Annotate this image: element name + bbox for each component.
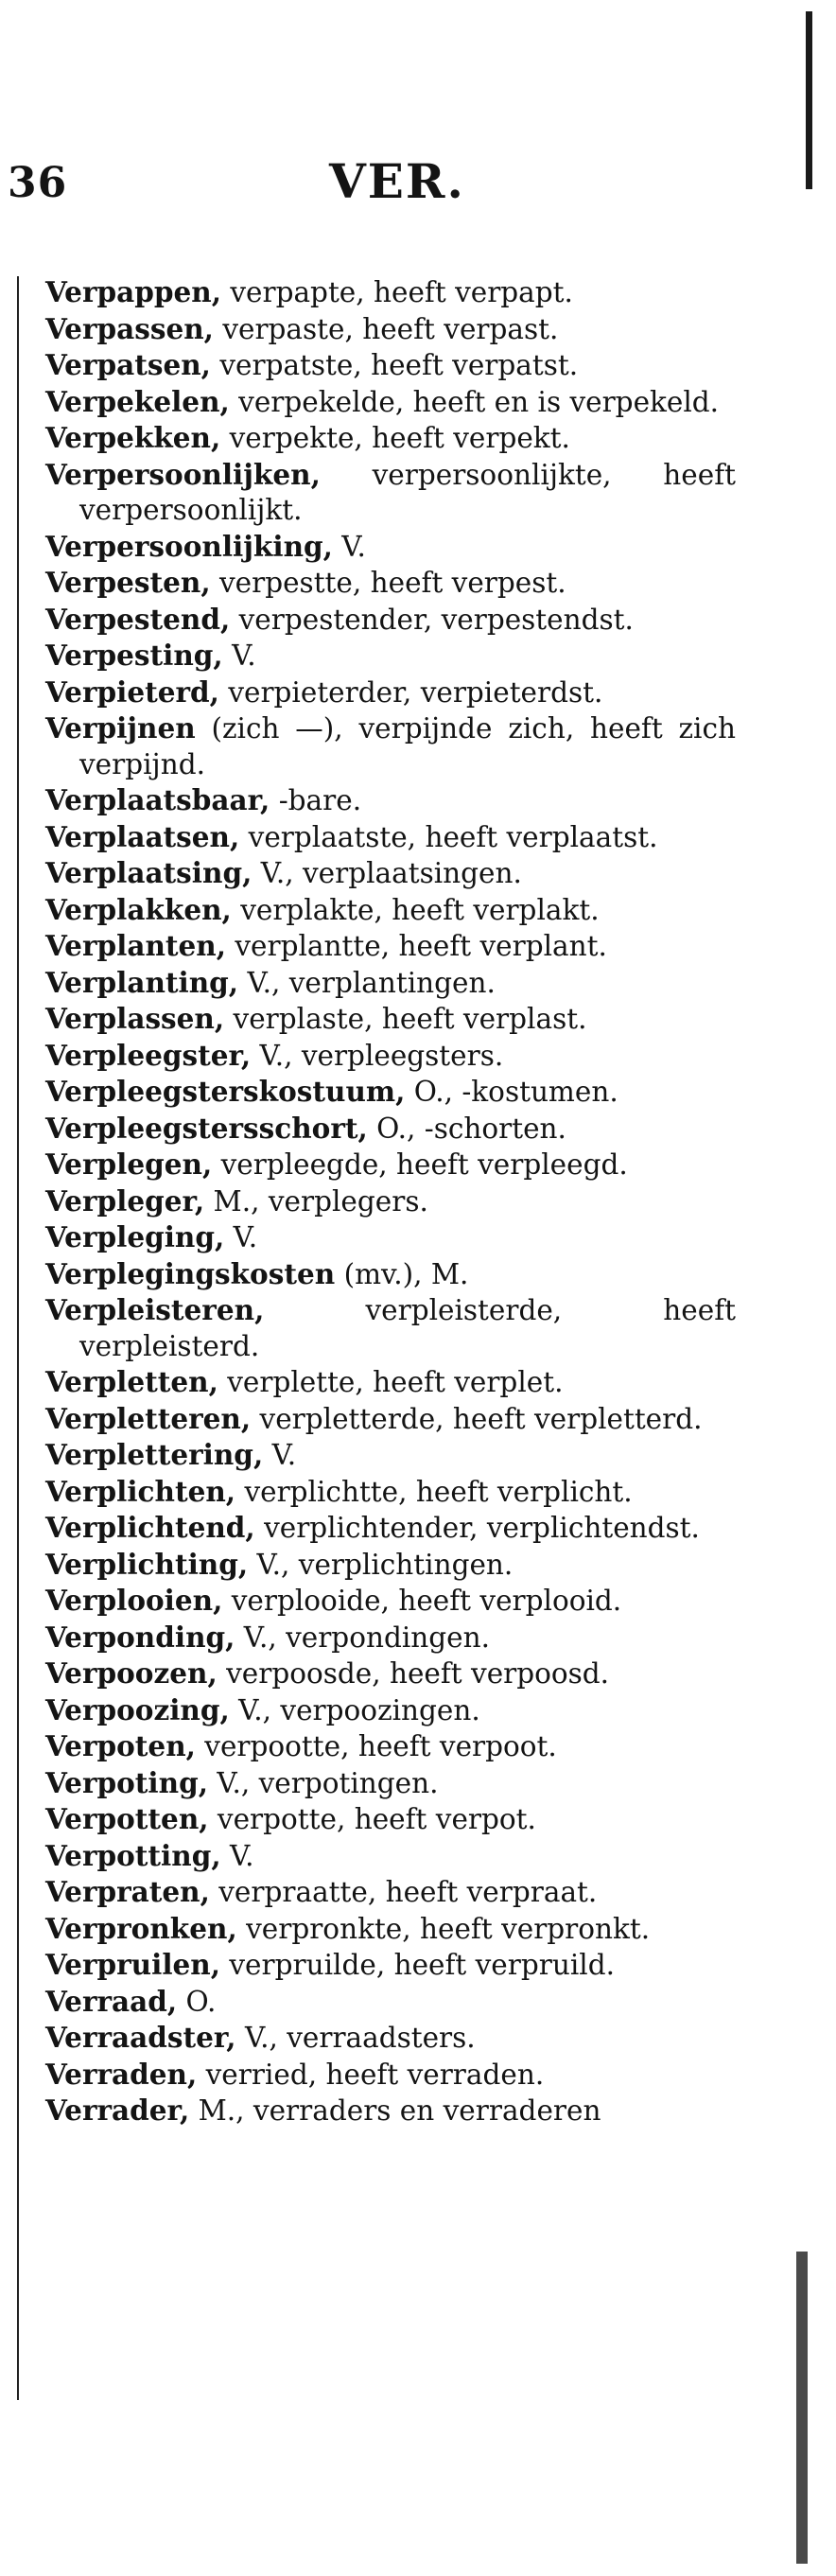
dictionary-entry bbox=[45, 710, 736, 782]
headword: Verpotting, bbox=[45, 1838, 221, 1872]
headword: Verpesten, bbox=[45, 566, 211, 599]
headword: Verraadster, bbox=[45, 2021, 236, 2054]
headword: Verpleisteren, bbox=[45, 1293, 265, 1326]
headword: Verpekken, bbox=[45, 421, 221, 454]
headword: Verpleegstersschort, bbox=[45, 1111, 368, 1145]
entry-definition: verplaste, heeft verplast. bbox=[224, 1003, 587, 1035]
headword: Verpieterd, bbox=[45, 675, 219, 709]
headword: Verpotten, bbox=[45, 1802, 209, 1835]
headword: Verplichting, bbox=[45, 1547, 249, 1581]
entry-definition: verpotte, heeft verpot. bbox=[208, 1803, 536, 1835]
entry-definition: verpleegde, heeft verpleegd. bbox=[212, 1148, 628, 1181]
headword: Verpletten, bbox=[45, 1365, 218, 1398]
headword: Verplakken, bbox=[45, 892, 232, 926]
entry-definition: V. bbox=[332, 530, 366, 563]
dictionary-entry bbox=[45, 1765, 736, 1802]
entry-definition: M., verraders en verraderen bbox=[189, 2094, 601, 2127]
entry-definition: verpootte, heeft verpoot. bbox=[195, 1730, 557, 1762]
headword: Verplaatsing, bbox=[45, 856, 253, 889]
dictionary-entry bbox=[45, 311, 736, 348]
dictionary-entry bbox=[45, 420, 736, 457]
entry-definition: verplooide, heeft verplooid. bbox=[222, 1585, 622, 1617]
dictionary-entry bbox=[45, 529, 736, 566]
dictionary-entry bbox=[45, 565, 736, 602]
dictionary-entry bbox=[45, 1874, 736, 1911]
dictionary-entries bbox=[45, 274, 736, 2129]
headword: Verponding, bbox=[45, 1620, 235, 1654]
headword: Verplichten, bbox=[45, 1474, 236, 1508]
headword: Verpraten, bbox=[45, 1875, 210, 1908]
headword: Verpassen, bbox=[45, 311, 214, 345]
entry-definition: O. bbox=[177, 1985, 217, 2018]
dictionary-entry bbox=[45, 1510, 736, 1547]
dictionary-entry bbox=[45, 1001, 736, 1038]
entry-definition: verpoosde, heeft verpoosd. bbox=[217, 1657, 610, 1690]
headword: Verpoten, bbox=[45, 1729, 196, 1762]
entry-definition: verpestte, heeft verpest. bbox=[210, 567, 566, 599]
dictionary-entry bbox=[45, 1437, 736, 1474]
entry-definition: O., -kostumen. bbox=[405, 1076, 618, 1108]
entry-definition: (mv.), M. bbox=[335, 1257, 469, 1290]
entry-definition: V., verplaatsingen. bbox=[252, 857, 522, 889]
dictionary-entry bbox=[45, 2093, 736, 2129]
entry-definition: verpraatte, heeft verpraat. bbox=[209, 1876, 598, 1908]
dictionary-entry bbox=[45, 1728, 736, 1765]
headword: Verpleger, bbox=[45, 1183, 205, 1218]
entry-definition: V. bbox=[222, 640, 256, 672]
headword: Verplaatsbaar, bbox=[45, 783, 270, 816]
dictionary-entry bbox=[45, 1111, 736, 1148]
headword: Verrader, bbox=[45, 2094, 190, 2127]
entry-definition: verpletterde, heeft verpletterd. bbox=[251, 1402, 703, 1435]
headword: Verpesting, bbox=[45, 639, 223, 672]
dictionary-entry bbox=[45, 1838, 736, 1875]
headword: Verpoozing, bbox=[45, 1692, 230, 1726]
dictionary-entry bbox=[45, 819, 736, 856]
entry-definition: V. bbox=[220, 1839, 254, 1872]
headword: Verplettering, bbox=[45, 1438, 264, 1471]
headword: Verplichtend, bbox=[45, 1511, 255, 1544]
headword: Verpekelen, bbox=[45, 384, 230, 418]
dictionary-entry bbox=[45, 1219, 736, 1256]
headword: Verpletteren, bbox=[45, 1401, 252, 1435]
headword: Verplegingskosten bbox=[45, 1256, 336, 1290]
dictionary-entry bbox=[45, 602, 736, 639]
entry-definition: (zich —), verpijnde zich, heeft zich verpijnd. bbox=[79, 712, 736, 780]
headword: Verpoting, bbox=[45, 1765, 208, 1799]
page-edge-shadow bbox=[796, 2252, 808, 2564]
dictionary-entry bbox=[45, 1364, 736, 1401]
entry-definition: V., verplichtingen. bbox=[248, 1548, 514, 1581]
headword: Verpleegsterskostuum, bbox=[45, 1075, 406, 1108]
headword: Verpersoonlijking, bbox=[45, 529, 333, 563]
dictionary-entry bbox=[45, 384, 736, 421]
entry-definition: verpaste, heeft verpast. bbox=[213, 312, 559, 345]
dictionary-entry bbox=[45, 782, 736, 819]
entry-definition: V., verpotingen. bbox=[207, 1766, 439, 1799]
entry-definition: M., verplegers. bbox=[204, 1184, 428, 1218]
entry-definition: verpieterder, verpieterdst. bbox=[218, 675, 603, 709]
entry-definition: verpronkte, heeft verpronkt. bbox=[236, 1912, 651, 1945]
dictionary-entry bbox=[45, 1292, 736, 1364]
headword: Verplanting, bbox=[45, 965, 239, 999]
dictionary-entry bbox=[45, 675, 736, 711]
dictionary-entry bbox=[45, 1401, 736, 1438]
headword: Verpersoonlijken, bbox=[45, 457, 321, 491]
dictionary-entry bbox=[45, 347, 736, 384]
entry-definition: O., -schorten. bbox=[367, 1112, 566, 1145]
dictionary-entry bbox=[45, 2020, 736, 2057]
entry-definition: V. bbox=[224, 1221, 258, 1253]
headword: Verplassen, bbox=[45, 1002, 225, 1035]
dictionary-entry bbox=[45, 1801, 736, 1838]
dictionary-entry bbox=[45, 638, 736, 675]
entry-definition: verplichtte, heeft verplicht. bbox=[235, 1475, 633, 1508]
dictionary-entry bbox=[45, 1947, 736, 1984]
entry-definition: verried, heeft verraden. bbox=[197, 2058, 545, 2091]
dictionary-entry bbox=[45, 1038, 736, 1075]
dictionary-entry bbox=[45, 1074, 736, 1111]
dictionary-entry bbox=[45, 1147, 736, 1183]
entry-definition: V., verpondingen. bbox=[235, 1621, 490, 1654]
column-rule bbox=[17, 276, 19, 2400]
dictionary-entry bbox=[45, 1474, 736, 1511]
dictionary-entry bbox=[45, 1620, 736, 1656]
headword: Verplaatsen, bbox=[45, 819, 240, 853]
entry-definition: verpersoonlijkte, heeft verpersoonlijkt. bbox=[79, 458, 736, 526]
entry-definition: verpruilde, heeft verpruild. bbox=[220, 1949, 615, 1981]
dictionary-entry bbox=[45, 1656, 736, 1692]
dictionary-entry bbox=[45, 1583, 736, 1620]
headword: Verpoozen, bbox=[45, 1656, 218, 1690]
entry-definition: verplichtender, verplichtendst. bbox=[254, 1512, 700, 1544]
entry-definition: verplette, heeft verplet. bbox=[218, 1366, 564, 1398]
dictionary-entry bbox=[45, 965, 736, 1002]
dictionary-entry bbox=[45, 892, 736, 929]
headword: Verpruilen, bbox=[45, 1948, 221, 1981]
headword: Verplooien, bbox=[45, 1584, 223, 1617]
entry-definition: V., verpleegsters. bbox=[251, 1039, 504, 1072]
entry-definition: V. bbox=[263, 1439, 297, 1471]
dictionary-entry bbox=[45, 1256, 736, 1293]
entry-definition: V., verpoozingen. bbox=[229, 1693, 480, 1726]
headword: Verpestend, bbox=[45, 602, 231, 636]
headword: Verplegen, bbox=[45, 1148, 213, 1181]
dictionary-entry bbox=[45, 928, 736, 965]
headword: Verraad, bbox=[45, 1984, 178, 2018]
entry-definition: verplaatste, heeft verplaatst. bbox=[239, 820, 658, 853]
running-head: VER. bbox=[329, 153, 465, 209]
entry-definition: verplakte, heeft verplakt. bbox=[231, 893, 600, 926]
entry-definition: verpapte, heeft verpapt. bbox=[220, 276, 573, 308]
page-number: 36 bbox=[8, 159, 68, 207]
entry-definition: verpestender, verpestendst. bbox=[230, 603, 634, 636]
dictionary-entry bbox=[45, 274, 736, 311]
dictionary-entry bbox=[45, 1984, 736, 2021]
entry-definition: verpleisterde, heeft verpleisterd. bbox=[79, 1294, 736, 1362]
entry-definition: -bare. bbox=[270, 784, 362, 816]
headword: Verpatsen, bbox=[45, 348, 211, 381]
headword: Verplanten, bbox=[45, 929, 227, 962]
headword: Verpleging, bbox=[45, 1220, 225, 1253]
dictionary-entry bbox=[45, 1911, 736, 1948]
dictionary-entry bbox=[45, 457, 736, 529]
dictionary-entry bbox=[45, 2057, 736, 2094]
entry-definition: verpekelde, heeft en is verpekeld. bbox=[229, 385, 720, 418]
headword: Verpappen, bbox=[45, 275, 221, 308]
entry-definition: V., verplantingen. bbox=[238, 966, 496, 999]
entry-definition: verpekte, heeft verpekt. bbox=[220, 422, 570, 454]
headword: Verpijnen bbox=[45, 711, 196, 745]
dictionary-entry bbox=[45, 1183, 736, 1220]
dictionary-entry bbox=[45, 1692, 736, 1729]
entry-definition: verplantte, heeft verplant. bbox=[226, 930, 607, 962]
headword: Verpronken, bbox=[45, 1911, 237, 1945]
entry-definition: V., verraadsters. bbox=[235, 2022, 476, 2054]
page-edge-mark bbox=[806, 11, 812, 189]
headword: Verraden, bbox=[45, 2057, 198, 2091]
dictionary-entry bbox=[45, 1547, 736, 1584]
headword: Verpleegster, bbox=[45, 1038, 252, 1072]
entry-definition: verpatste, heeft verpatst. bbox=[210, 349, 579, 381]
dictionary-entry bbox=[45, 855, 736, 892]
